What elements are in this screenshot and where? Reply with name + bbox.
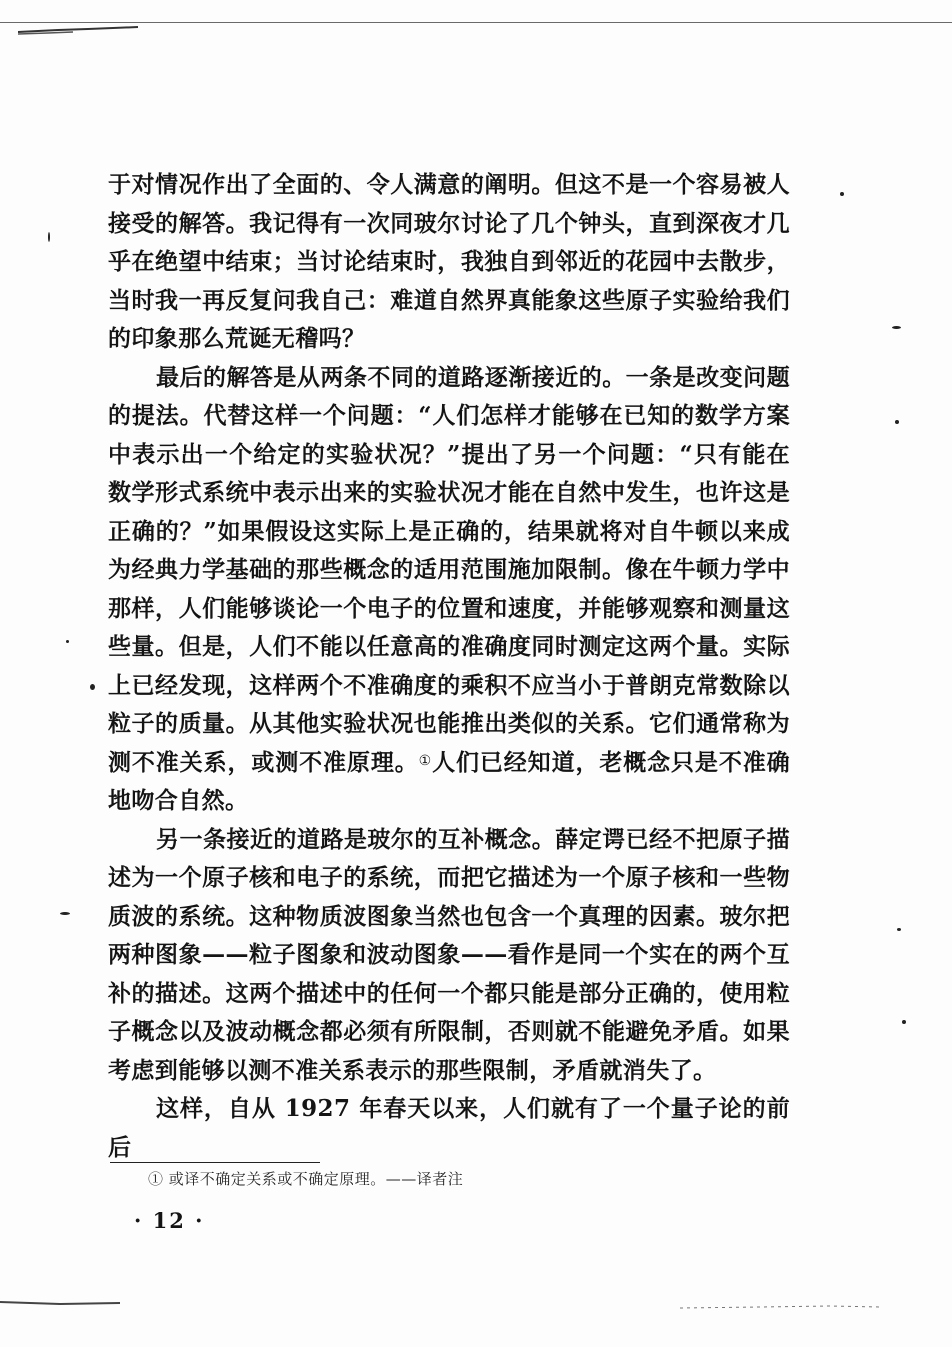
paragraph-4 [108,1090,790,1167]
footnote-divider [110,1162,320,1163]
scan-speck [892,326,901,329]
scan-speck [840,192,844,196]
scan-speck [895,420,899,424]
paragraph-1 [108,166,790,359]
scan-speck [897,928,901,931]
scan-artifact-bottom [0,1290,952,1320]
scan-speck [48,232,50,242]
paragraph-3-text: 另一条接近的道路是玻尔的互补概念。薛定谔已经不把原子描述为一个原子核和电子的系统，而把它描述为一个原子核和一些物质波的系统。这种物质波图象当然也包含一个真理的因素。玻尔把两种图象——粒子图象和波动图象——看作是同一个实在的两个互补的描述。这两个描述中的任何一个都只能是部分正确的，使用粒子概念以及波动概念都必须有所限制，否则就不能避免矛盾。如果考虑到能够以测不准关系表示的那些限制，矛盾就消失了。 [108,825,790,1084]
scan-speck [66,640,69,643]
footnote-reference[interactable]: ① [418,752,433,769]
paragraph-2 [108,359,790,821]
scan-speck [902,1020,906,1024]
paragraph-2-text: 最后的解答是从两条不同的道路逐渐接近的。一条是改变问题的提法。代替这样一个问题：“人们怎样才能够在已知的数学方案中表示出一个给定的实验状况？”提出了另一个问题：“只有能在数学形式系统中表示出来的实验状况才能在自然中发生，也许这是正确的？”如果假设这实际上是正确的，结果就将对自牛顿以来成为经典力学基础的那些概念的适用范围施加限制。像在牛顿力学中那样，人们能够谈论一个电子的位置和速度，并能够观察和测量这些量。但是，人们不能以任意高的准确度同时测定这两个量。实际上已经发现，这样两个不准确度的乘积不应当小于普朗克常数除以粒子的质量。从其他实验状况也能推出类似的关系。它们通常称为测不准关系，或测不准原理。 [108,363,790,776]
paragraph-2-text-after: 人们已经知道，老概念只是不准确地吻合自然。 [108,748,791,814]
scan-artifact-top-left [18,24,138,36]
scan-speck [60,912,70,915]
scan-top-edge [0,22,952,23]
paragraph-4-text: 这样，自从 1927 年春天以来，人们就有了一个量子论的前后 [108,1095,790,1161]
page-number: · 12 · [134,1208,205,1233]
paragraph-3 [108,821,790,1091]
paragraph-1-text: 于对情况作出了全面的、令人满意的阐明。但这不是一个容易被人接受的解答。我记得有一次同玻尔讨论了几个钟头，直到深夜才几乎在绝望中结束；当讨论结束时，我独自到邻近的花园中去散步，当时我一再反复问我自己：难道自然界真能象这些原子实验给我们的印象那么荒诞无稽吗？ [108,171,790,352]
scan-speck [90,684,95,690]
page-body [108,166,790,1167]
footnote: ① 或译不确定关系或不确定原理。——译者注 [148,1170,464,1188]
